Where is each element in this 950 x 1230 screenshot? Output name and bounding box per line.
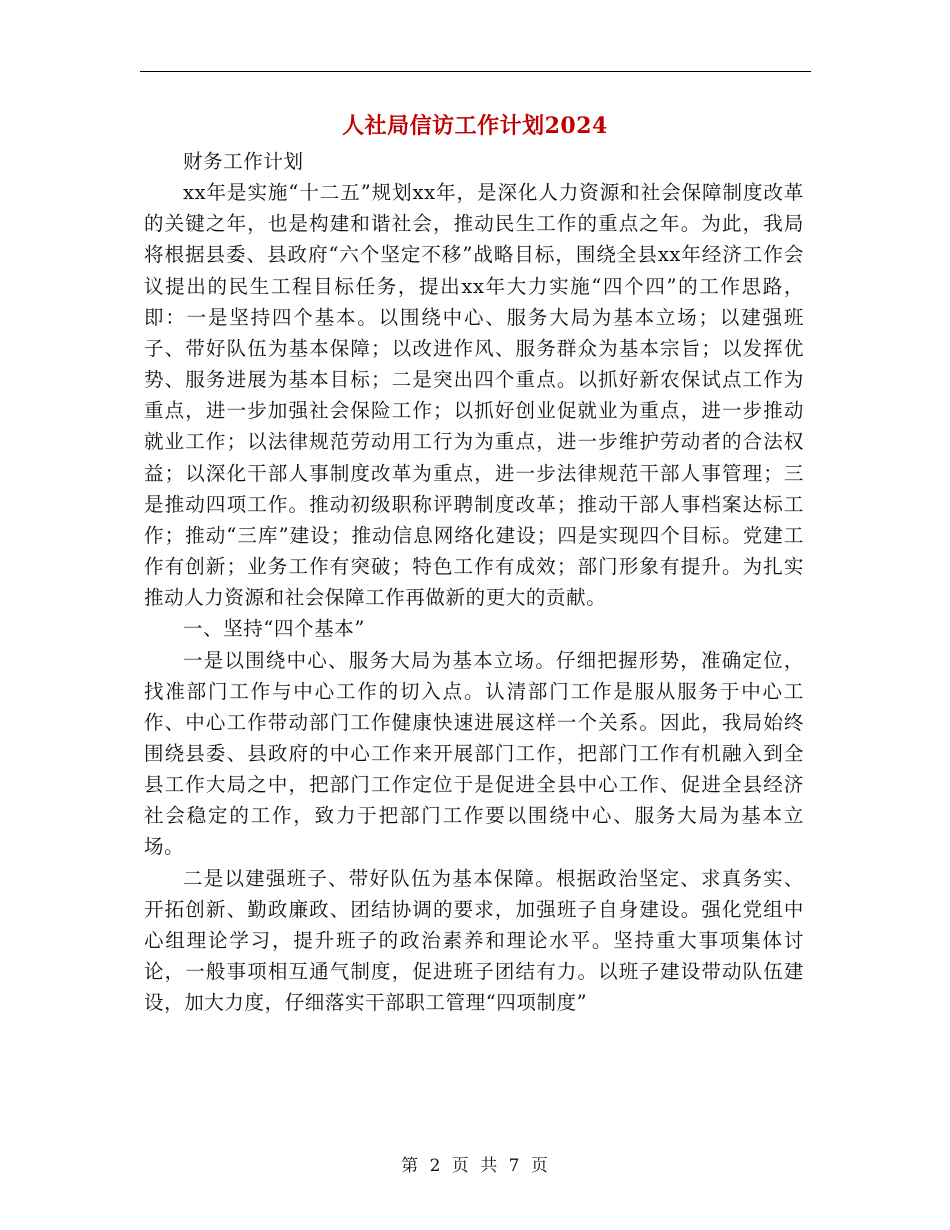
paragraph-heading: 财务工作计划 [183,150,304,173]
section-heading: 一、坚持“四个基本” [183,617,365,641]
page-number: 第 2 页 共 7 页 [401,1156,549,1176]
document-title: 人社局信访工作计划2024 [342,113,608,139]
paragraph-point-one: 一是以围绕中心、服务大局为基本立场。仔细把握形势，准确定位，找准部门工作与中心工作的切入点。认清部门工作是服从服务于中心工作、中心工作带动部门工作健康快速进展这样一个关系。因此，我局始终围绕县委、县政府的中心工作来开展部门工作，把部门工作有机融入到全县工作大局之中，把部门工作定位于是促进全县中心工作、促进全县经济社会稳定的工作，致力于把部门工作要以围绕中心、服务大局为基本立场。 [144,648,804,859]
paragraph-point-two: 二是以建强班子、带好队伍为基本保障。根据政治坚定、求真务实、开拓创新、勤政廉政、团结协调的要求，加强班子自身建设。强化党组中心组理论学习，提升班子的政治素养和理论水平。坚持重大事项集体讨论，一般事项相互通气制度，促进班子团结有力。以班子建设带动队伍建设，加大力度，仔细落实干部职工管理“四项制度” [144,866,804,1015]
document-body [144,146,804,1018]
paragraph-intro: xx年是实施“十二五”规划xx年，是深化人力资源和社会保障制度改革的关键之年，也是构建和谐社会，推动民生工作的重点之年。为此，我局将根据县委、县政府“六个坚定不移”战略目标，围绕全县xx年经济工作会议提出的民生工程目标任务，提出xx年大力实施“四个四”的工作思路，即：一是坚持四个基本。以围绕中心、服务大局为基本立场；以建强班子、带好队伍为基本保障；以改进作风、服务群众为基本宗旨；以发挥优势、服务进展为基本目标；二是突出四个重点。以抓好新农保试点工作为重点，进一步加强社会保险工作；以抓好创业促就业为重点，进一步推动就业工作；以法律规范劳动用工行为为重点，进一步维护劳动者的合法权益；以深化干部人事制度改革为重点，进一步法律规范干部人事管理；三是推动四项工作。推动初级职称评聘制度改革；推动干部人事档案达标工作；推动“三库”建设；推动信息网络化建设；四是实现四个目标。党建工作有创新；业务工作有突破；特色工作有成效；部门形象有提升。为扎实推动人力资源和社会保障工作再做新的更大的贡献。 [144,181,804,610]
header-rule [140,71,811,72]
